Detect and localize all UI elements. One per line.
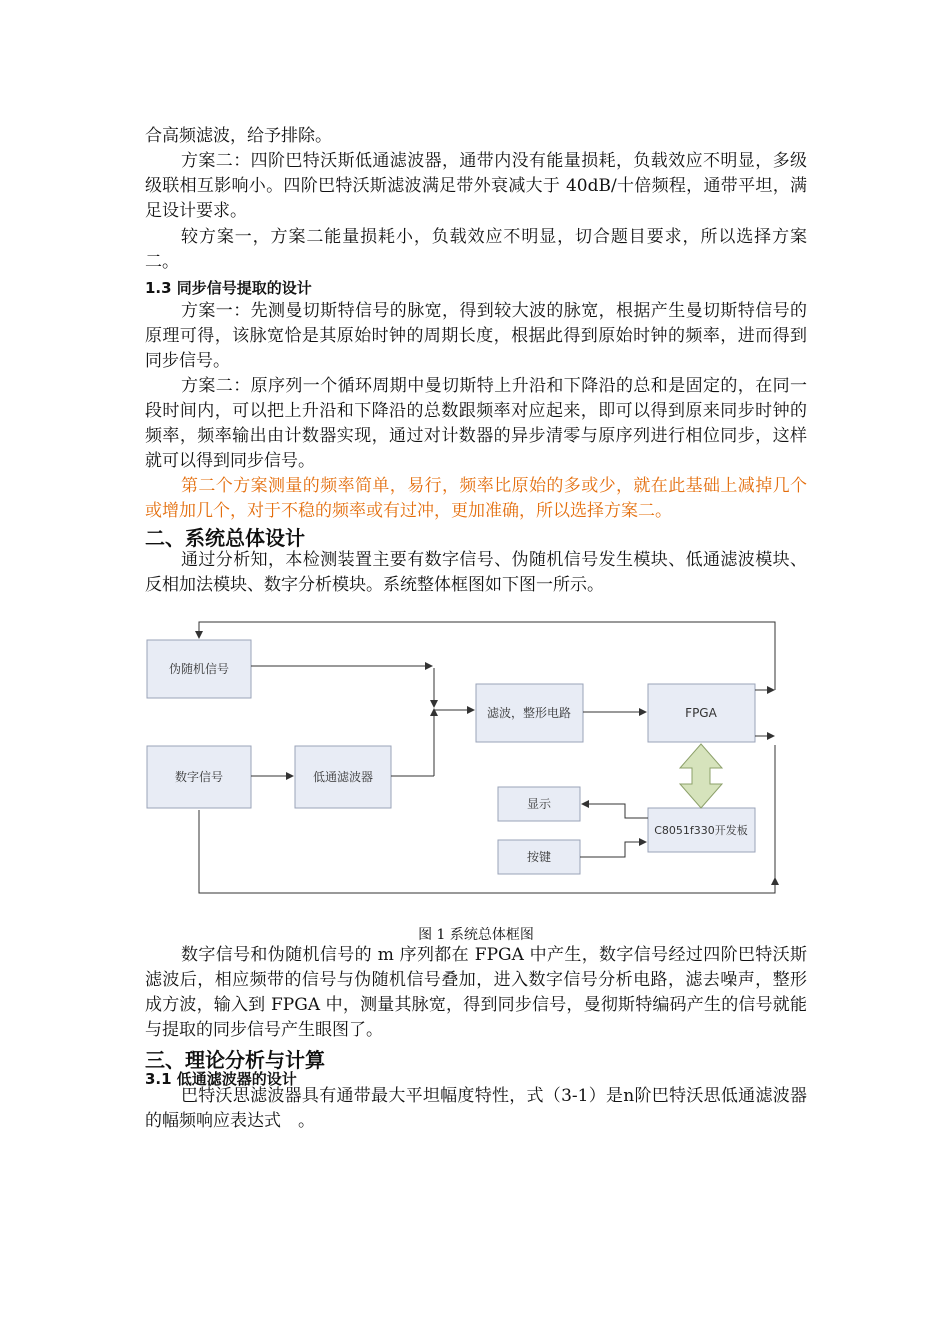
paragraph-butterworth: 巴特沃思滤波器具有通带最大平坦幅度特性，式（3-1）是n阶巴特沃思低通滤波器的幅频响应表达式 。 xyxy=(145,1086,807,1131)
paragraph-sync-scheme-1: 方案一：先测曼切斯特信号的脉宽，得到较大波的脉宽，根据产生曼切斯特信号的原理可得，该脉宽恰是其原始时钟的周期长度，根据此得到原始时钟的频率，进而得到同步信号。 xyxy=(145,301,807,371)
label-key: 按键 xyxy=(526,850,552,864)
paragraph-sync-scheme-2: 方案二：原序列一个循环周期中曼切斯特上升沿和下降沿的总和是固定的，在同一段时间内，可以把上升沿和下降沿的总数跟频率对应起来，即可以得到原来同步时钟的频率，频率输出由计数器实现，通过对计数器的异步清零与原序列进行相位同步，这样就可以得到同步信号。 xyxy=(145,376,807,471)
label-mcu-board: C8051f330开发板 xyxy=(654,824,748,837)
label-display: 显示 xyxy=(526,797,552,811)
chapter-heading-3: 三、理论分析与计算 xyxy=(145,1048,325,1072)
bidirectional-arrow xyxy=(680,744,722,808)
connector-top-loop xyxy=(199,622,775,690)
paragraph-conclusion-highlight: 第二个方案测量的频率简单，易行，频率比原始的多或少，就在此基础上减掉几个或增加几个，对于不稳的频率或有过冲，更加准确，所以选择方案二。 xyxy=(145,476,807,521)
label-lowpass-filter: 低通滤波器 xyxy=(312,770,374,784)
connector-key-to-mcu xyxy=(580,842,646,857)
paragraph-signal-flow: 数字信号和伪随机信号的 m 序列都在 FPGA 中产生，数字信号经过四阶巴特沃斯滤波后，相应频带的信号与伪随机信号叠加，进入数字信号分析电路，滤去噪声，整形成方波，输入到 FPGA 中，测量其脉宽，得到同步信号，曼彻斯特编码产生的信号就能与提取的同步信号产生眼图了。 xyxy=(145,945,807,1040)
chapter-heading-2: 二、系统总体设计 xyxy=(145,526,305,550)
system-block-diagram xyxy=(140,615,790,905)
paragraph-comparison: 较方案一，方案二能量损耗小，负载效应不明显，切合题目要求，所以选择方案二。 xyxy=(145,227,807,272)
paragraph-scheme-2-filter: 方案二：四阶巴特沃斯低通滤波器，通带内没有能量损耗，负载效应不明显，多级级联相互影响小。四阶巴特沃斯滤波满足带外衰减大于 40dB/十倍频程，通带平坦，满足设计要求。 xyxy=(145,151,807,221)
label-filter-shaping: 滤波，整形电路 xyxy=(486,706,572,720)
label-fpga: FPGA xyxy=(685,706,717,720)
label-digital-signal: 数字信号 xyxy=(174,770,224,784)
connector-mcu-to-display xyxy=(582,804,648,818)
section-heading-1-3: 1.3 同步信号提取的设计 xyxy=(145,279,312,297)
paragraph-system-overview: 通过分析知，本检测装置主要有数字信号、伪随机信号发生模块、低通滤波模块、反相加法模块、数字分析模块。系统整体框图如下图一所示。 xyxy=(145,550,807,595)
section-heading-3-1: 3.1 低通滤波器的设计 xyxy=(145,1070,297,1088)
paragraph-1: 合高频滤波，给予排除。 xyxy=(145,126,332,146)
figure-caption: 图 1 系统总体框图 xyxy=(418,927,534,943)
label-prbs: 伪随机信号 xyxy=(168,662,230,676)
